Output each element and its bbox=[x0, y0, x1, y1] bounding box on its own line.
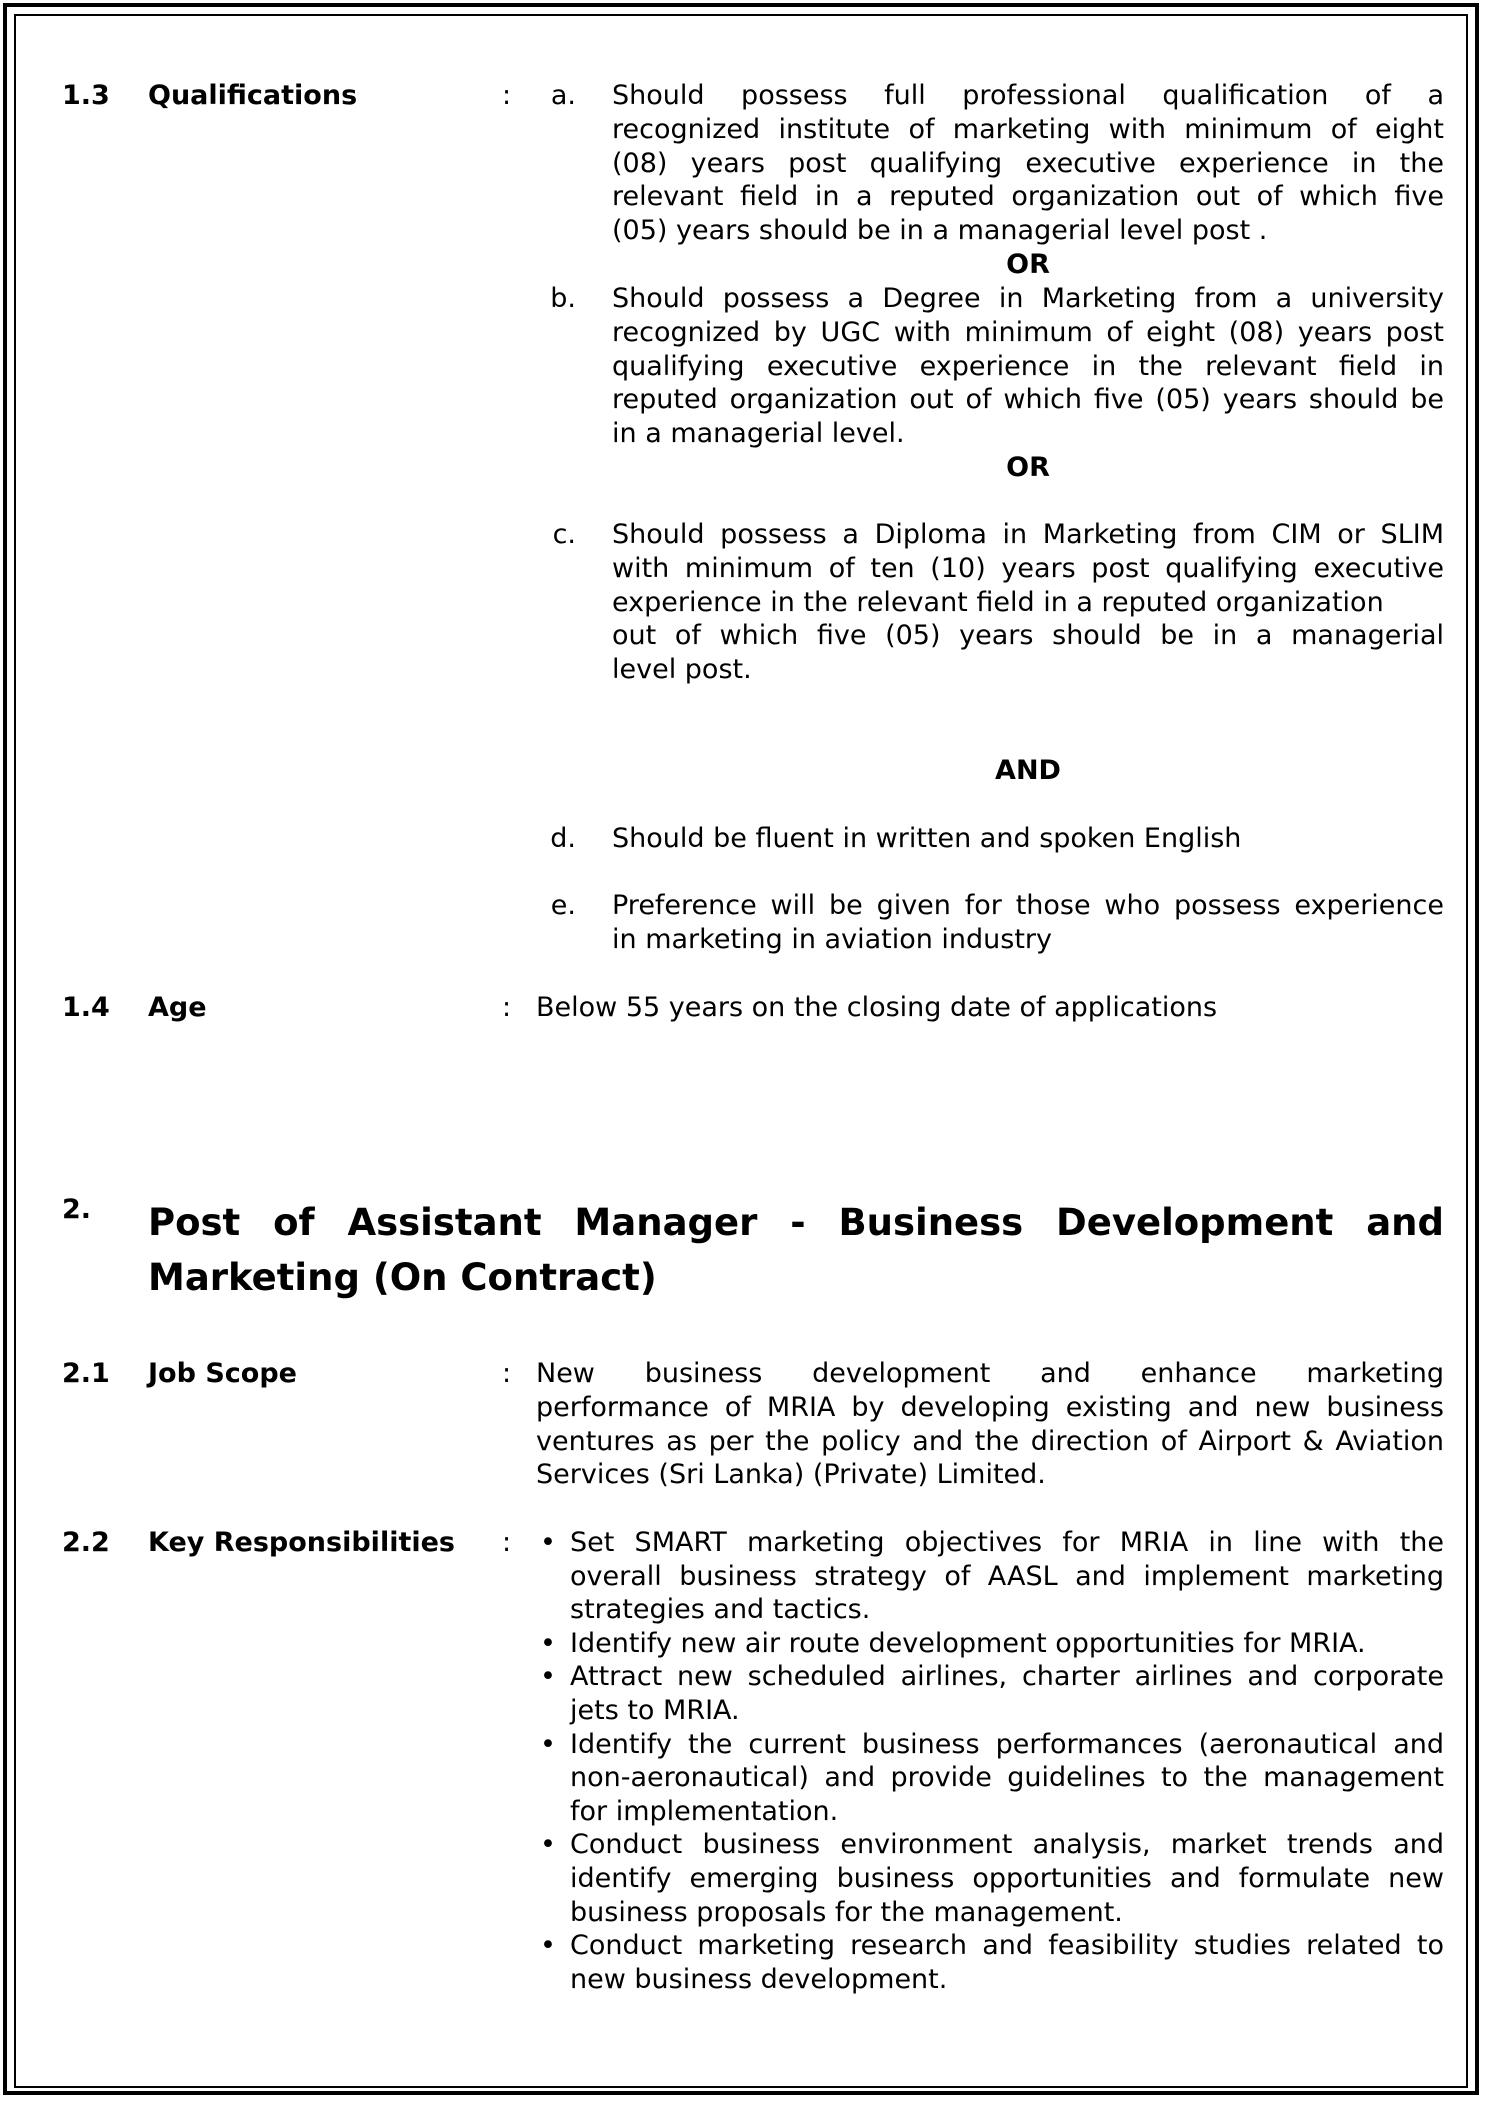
text-line: in marketing in aviation industry bbox=[612, 923, 1053, 955]
item-letter: b. bbox=[550, 283, 576, 314]
section-label: Qualifications bbox=[148, 80, 358, 111]
text-line: recognized institute of marketing with minimum of eight bbox=[612, 113, 1444, 145]
text-line: for implementation. bbox=[570, 1795, 839, 1827]
text-line: strategies and tactics. bbox=[570, 1594, 871, 1626]
text-line: Should possess a Degree in Marketing from a university bbox=[612, 283, 1444, 314]
post-title bbox=[148, 1195, 1444, 1305]
bullet-icon: • bbox=[540, 1627, 556, 1659]
qualification-item-e bbox=[612, 889, 1444, 957]
colon: : bbox=[502, 992, 512, 1023]
list-item bbox=[536, 1660, 1444, 1727]
responsibilities-list bbox=[536, 1526, 1444, 1996]
text-line: in a managerial level. bbox=[612, 418, 905, 450]
section-label: Key Responsibilities bbox=[148, 1527, 455, 1558]
text-line: Should possess full professional qualification of a bbox=[612, 80, 1444, 111]
list-item bbox=[536, 1828, 1444, 1929]
list-item bbox=[536, 1728, 1444, 1829]
colon: : bbox=[502, 1358, 512, 1389]
text-line: jets to MRIA. bbox=[570, 1694, 740, 1726]
qualification-item-b bbox=[612, 282, 1444, 451]
list-item bbox=[536, 1627, 1444, 1661]
text-line: Services (Sri Lanka) (Private) Limited. bbox=[536, 1459, 1046, 1491]
text-line: new business development. bbox=[570, 1963, 948, 1995]
and-separator: AND bbox=[995, 755, 1061, 786]
item-letter: e. bbox=[550, 890, 576, 921]
text-line: Attract new scheduled airlines, charter airlines and corporate bbox=[570, 1661, 1444, 1693]
section-number: 2. bbox=[62, 1194, 92, 1225]
text-line: level post. bbox=[612, 654, 752, 686]
text-line: non-aeronautical) and provide guidelines to the management bbox=[570, 1762, 1444, 1794]
text-line: Identify new air route development opportunities for MRIA. bbox=[570, 1627, 1366, 1659]
post-title-line: Marketing (On Contract) bbox=[148, 1256, 657, 1299]
text-line: Should possess a Diploma in Marketing from CIM or SLIM bbox=[612, 519, 1444, 550]
bullet-icon: • bbox=[540, 1829, 556, 1861]
item-letter: d. bbox=[550, 823, 576, 854]
text-line: performance of MRIA by developing existing and new business bbox=[536, 1391, 1444, 1423]
text-line: Set SMART marketing objectives for MRIA in line with the bbox=[570, 1527, 1444, 1558]
section-number: 1.3 bbox=[62, 80, 110, 111]
text-line: Identify the current business performances (aeronautical and bbox=[570, 1728, 1444, 1760]
age-requirement: Below 55 years on the closing date of applications bbox=[536, 992, 1218, 1023]
item-letter: c. bbox=[552, 519, 576, 550]
item-letter: a. bbox=[550, 80, 576, 111]
colon: : bbox=[502, 1527, 512, 1558]
text-line: Conduct marketing research and feasibility studies related to bbox=[570, 1930, 1444, 1962]
text-line: identify emerging business opportunities and formulate new bbox=[570, 1862, 1444, 1894]
bullet-icon: • bbox=[540, 1661, 556, 1693]
list-item bbox=[536, 1526, 1444, 1627]
bullet-icon: • bbox=[540, 1930, 556, 1962]
text-line: qualifying executive experience in the relevant field in bbox=[612, 350, 1444, 382]
text-line: with minimum of ten (10) years post qualifying executive bbox=[612, 552, 1444, 584]
text-line: out of which five (05) years should be in a managerial bbox=[612, 620, 1444, 652]
text-line: (05) years should be in a managerial level post . bbox=[612, 215, 1268, 247]
section-label: Job Scope bbox=[148, 1358, 297, 1389]
text-line: Preference will be given for those who possess experience bbox=[612, 890, 1444, 921]
colon: : bbox=[502, 80, 512, 111]
text-line: ventures as per the policy and the direction of Airport & Aviation bbox=[536, 1425, 1444, 1457]
text-line: relevant field in a reputed organization out of which five bbox=[612, 181, 1444, 213]
section-label: Age bbox=[148, 992, 207, 1023]
text-line: (08) years post qualifying executive experience in the bbox=[612, 147, 1444, 179]
job-scope-text bbox=[536, 1357, 1444, 1492]
qualification-item-a bbox=[612, 79, 1444, 248]
text-line: New business development and enhance marketing bbox=[536, 1358, 1444, 1389]
qualification-item-c bbox=[612, 518, 1444, 687]
section-number: 2.2 bbox=[62, 1527, 110, 1558]
list-item bbox=[536, 1929, 1444, 1996]
section-number: 1.4 bbox=[62, 992, 110, 1023]
qualification-item-d bbox=[612, 822, 1444, 856]
or-separator: OR bbox=[1006, 249, 1050, 280]
text-line: Should be fluent in written and spoken English bbox=[612, 823, 1242, 854]
or-separator: OR bbox=[1006, 452, 1050, 483]
text-line: business proposals for the management. bbox=[570, 1896, 1123, 1928]
text-line: recognized by UGC with minimum of eight (08) years post bbox=[612, 316, 1444, 348]
text-line: reputed organization out of which five (05) years should be bbox=[612, 384, 1444, 416]
bullet-icon: • bbox=[540, 1527, 556, 1558]
text-line: Conduct business environment analysis, market trends and bbox=[570, 1829, 1444, 1861]
text-line: experience in the relevant field in a reputed organization bbox=[612, 586, 1384, 618]
section-number: 2.1 bbox=[62, 1358, 110, 1389]
post-title-line: Post of Assistant Manager - Business Development and bbox=[148, 1201, 1444, 1244]
text-line: overall business strategy of AASL and implement marketing bbox=[570, 1560, 1444, 1592]
bullet-icon: • bbox=[540, 1728, 556, 1760]
